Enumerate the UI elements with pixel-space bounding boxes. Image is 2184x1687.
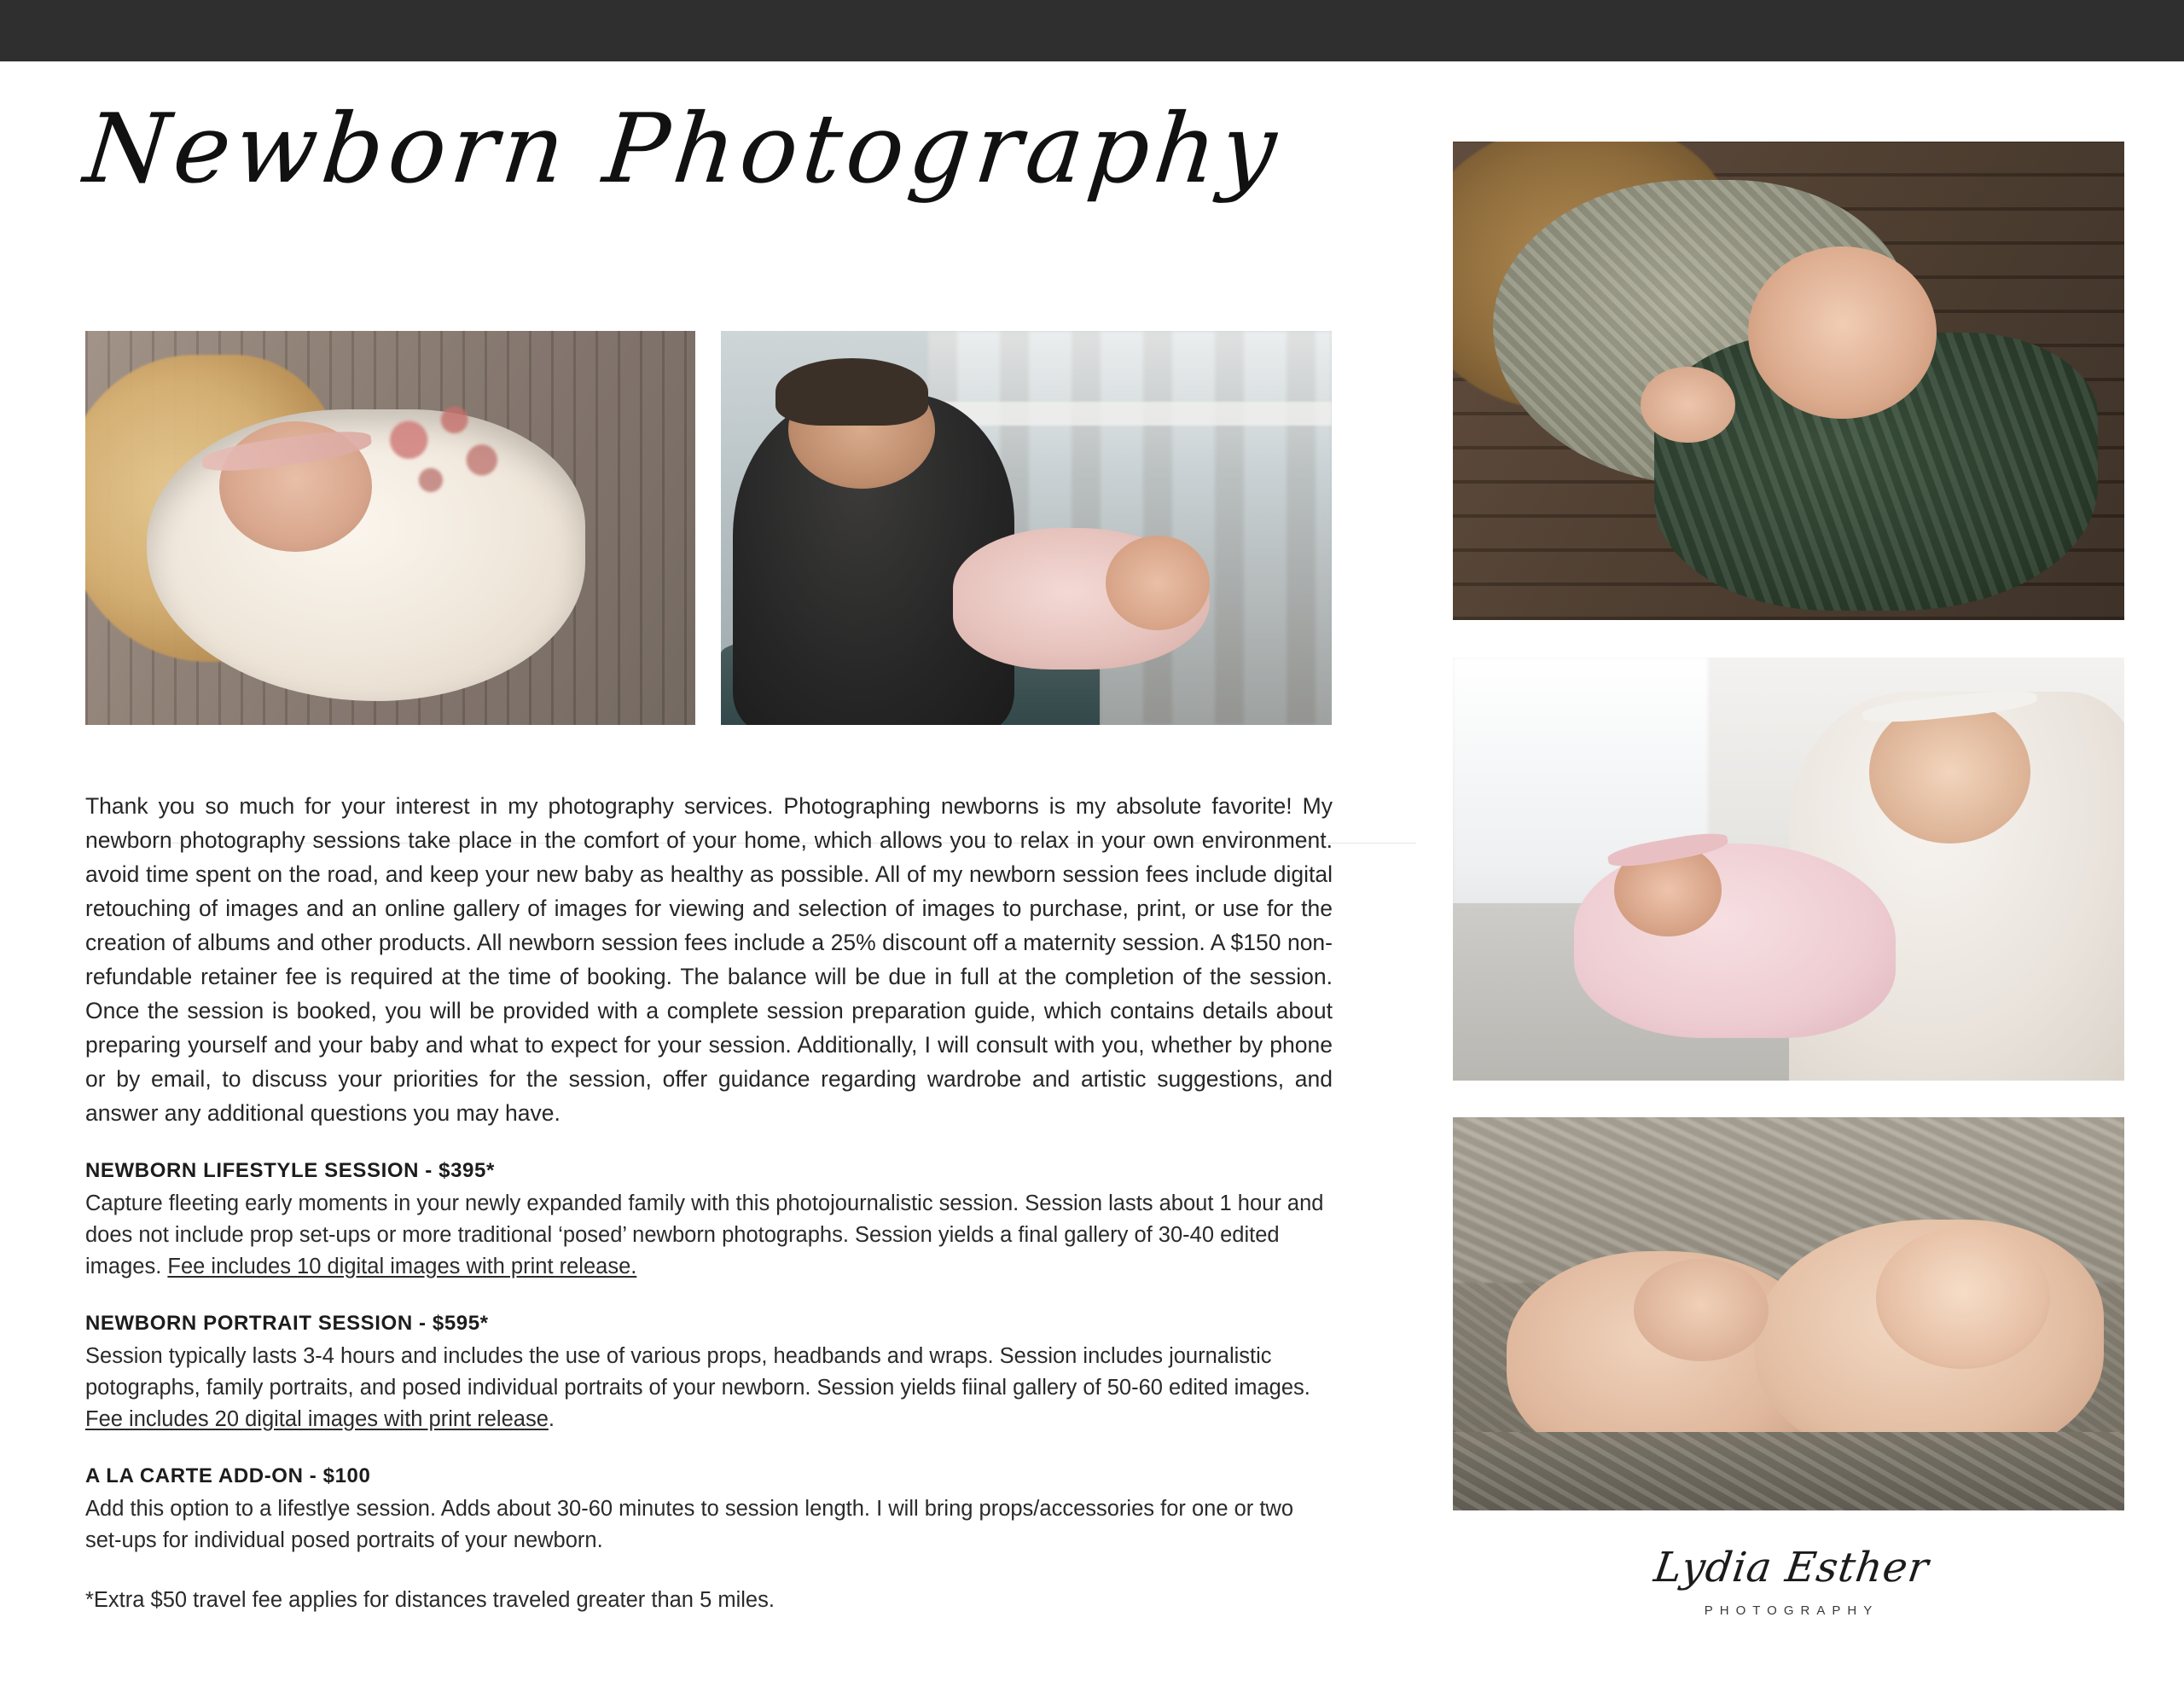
package-portrait-underlined: Fee includes 20 digital images with print release <box>85 1407 549 1431</box>
package-a-la-carte-title: A LA CARTE ADD-ON - $100 <box>85 1464 371 1487</box>
package-portrait-tail: . <box>548 1407 555 1431</box>
photo-sister-holding-newborn <box>1453 658 2124 1081</box>
footnote-travel-fee: *Extra $50 travel fee applies for distances traveled greater than 5 miles. <box>85 1588 775 1612</box>
package-lifestyle-body <box>85 1188 1333 1283</box>
content-column <box>85 789 1333 1615</box>
photo-father-holding-baby <box>721 331 1332 725</box>
photo-baby-green-knit-wrap <box>1453 142 2124 620</box>
package-lifestyle-underlined: Fee includes 10 digital images with print release. <box>167 1255 637 1278</box>
photo-twins-on-blanket <box>1453 1117 2124 1510</box>
package-lifestyle-title: NEWBORN LIFESTYLE SESSION - $395* <box>85 1159 495 1182</box>
package-portrait <box>85 1312 1333 1435</box>
package-a-la-carte <box>85 1464 1333 1557</box>
package-a-la-carte-body: Add this option to a lifestlye session. Adds about 30-60 minutes to session length. I will bring props/accessories for one or two set-ups for individual posed portraits of your newborn. <box>85 1497 1294 1552</box>
intro-paragraph: Thank you so much for your interest in my photography services. Photographing newborns is my absolute favorite! My newborn photography sessions take place in the comfort of your home, which allows you to relax in your own environment. avoid time spent on the road, and keep your new baby as healthy as possible. All of my newborn session fees include digital retouching of images and an online gallery of images for viewing and selection of images to purchase, print, or use for the creation of albums and other products. All newborn session fees include a 25% discount off a maternity session. A $150 non-refundable retainer fee is required at the time of booking. The balance will be due in full at the completion of the session. Once the session is booked, you will be provided with a complete session preparation guide, which contains details about preparing yourself and your baby and what to expect for your session. Additionally, I will consult with you, whether by phone or by email, to discuss your priorities for the session, offer guidance regarding wardrobe and artistic suggestions, and answer any additional questions you may have. <box>85 793 1333 1126</box>
package-lifestyle-text: Capture fleeting early moments in your newly expanded family with this photojournalistic session. Session lasts about 1 hour and does not include prop set-ups or more traditional ‘posed’ newborn photographs. Session yields a final gallery of 30-40 edited images. <box>85 1191 1324 1278</box>
package-portrait-body <box>85 1341 1333 1435</box>
studio-logo <box>1647 1544 1937 1618</box>
top-bar <box>0 0 2184 61</box>
page-title: Newborn Photography <box>79 94 1287 205</box>
logo-subtitle: PHOTOGRAPHY <box>1704 1603 1879 1618</box>
package-lifestyle <box>85 1159 1333 1283</box>
package-portrait-text: Session typically lasts 3-4 hours and includes the use of various props, headbands and wraps. Session includes journalistic potographs, family portraits, and posed individual portraits of your newborn. Session yields fiinal gallery of 50-60 edited images. <box>85 1344 1310 1400</box>
photo-baby-cream-wrap <box>85 331 695 725</box>
logo-script-name: Lydia Esther <box>1651 1544 1932 1591</box>
package-portrait-title: NEWBORN PORTRAIT SESSION - $595* <box>85 1312 489 1335</box>
